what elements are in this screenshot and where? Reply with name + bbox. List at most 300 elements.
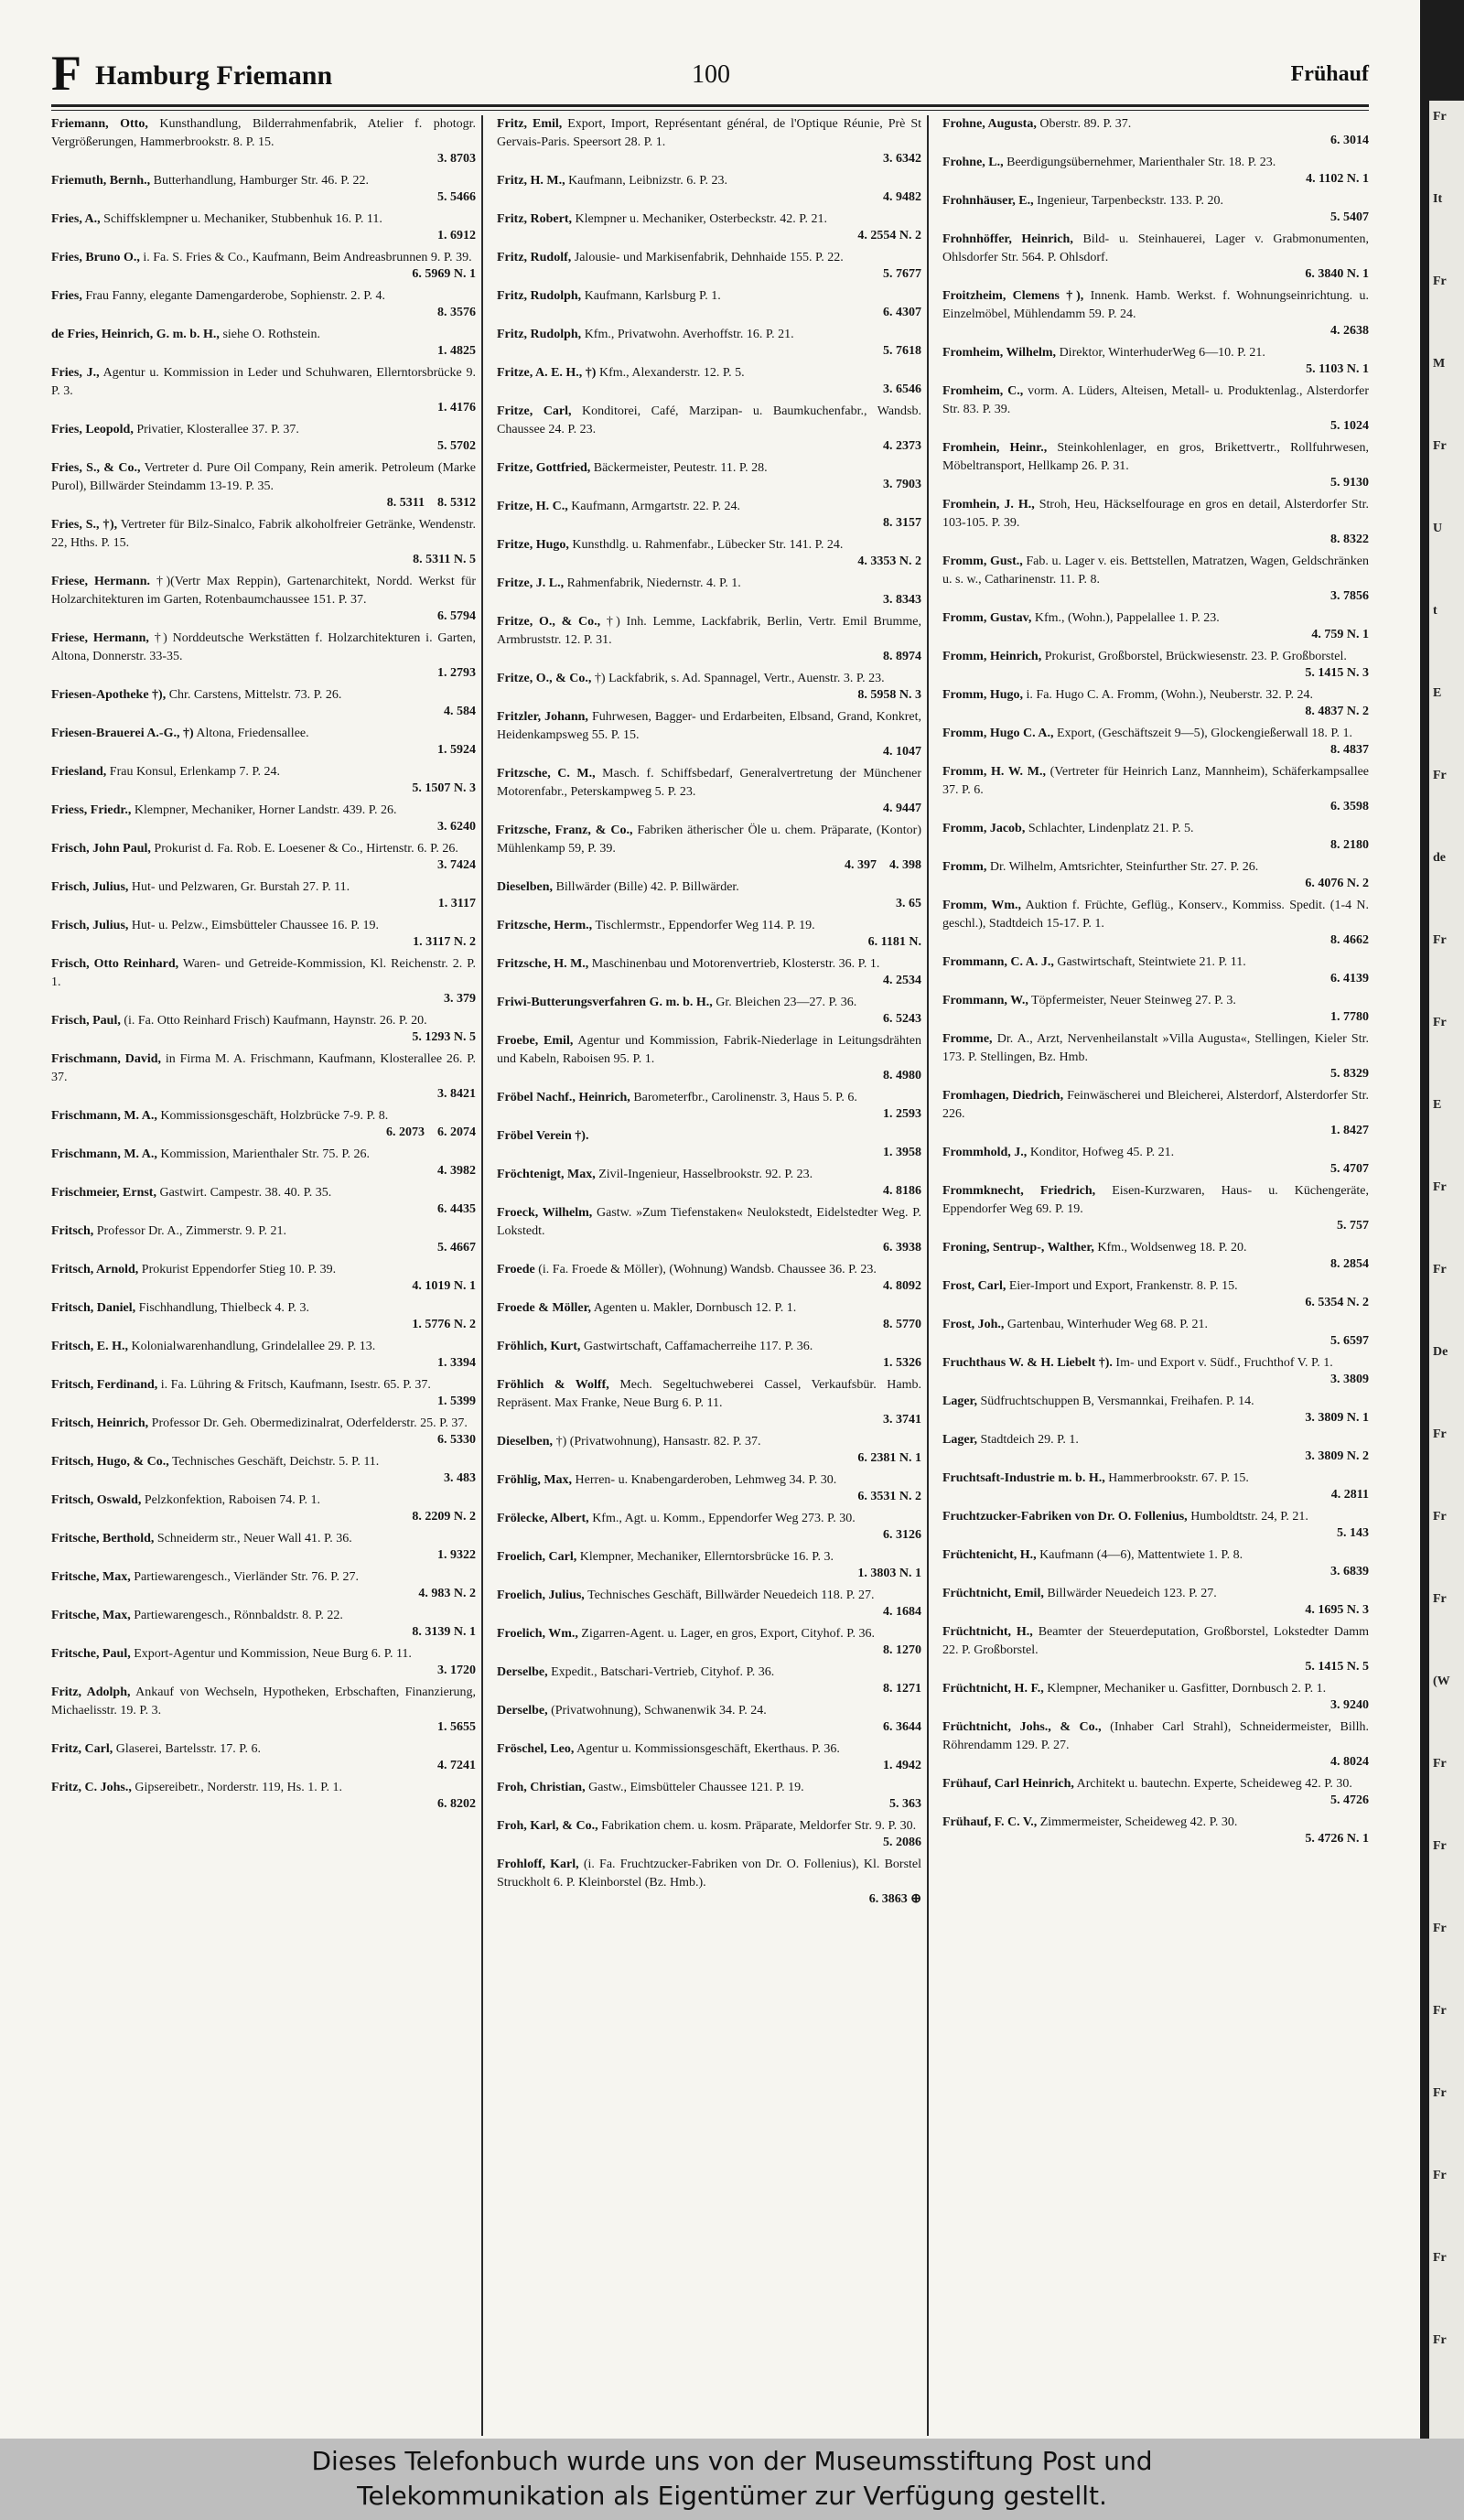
entry-name: Fritzler, Johann, (497, 710, 588, 724)
entry-details: Architekt u. bautechn. Experte, Scheideweg 42. P. 30. (1076, 1777, 1352, 1791)
entry-phone-numbers (942, 1753, 1369, 1772)
entry-details: Fischhandlung, Thielbeck 4. P. 3. (138, 1301, 310, 1315)
entry-details: Kaufmann (4—6), Mattentwiete 1. P. 8. (1039, 1548, 1243, 1562)
entry-name: Friess, Friedr., (51, 803, 132, 817)
entry-name: Dieselben, (497, 1435, 554, 1448)
phone-number: 6. 3644 (883, 1720, 921, 1734)
entry-name: Fritze, H. C., (497, 500, 568, 513)
entry-name: Fries, A., (51, 212, 101, 226)
phone-number: 3. 9240 (1330, 1698, 1369, 1712)
entry-name: Fries, S., & Co., (51, 461, 141, 475)
entry-details: Agentur u. Kommission in Leder und Schuhwaren, Ellerntorsbrücke 9. P. 3. (51, 366, 476, 398)
phone-number: 8. 1270 (883, 1643, 921, 1657)
entry-details: i. Fa. Lühring & Fritsch, Kaufmann, Isestr. 65. P. 37. (160, 1378, 431, 1392)
entry-phone-numbers (497, 553, 921, 571)
entry-details: Gastw., Eimsbütteler Chaussee 121. P. 19. (588, 1781, 804, 1794)
phone-number: 4. 2554 N. 2 (857, 229, 921, 242)
directory-entry (497, 249, 921, 284)
entry-name: Fritsch, Arnold, (51, 1263, 139, 1276)
next-page-fragment: Fr (1433, 1427, 1447, 1441)
entry-phone-numbers (942, 836, 1369, 855)
next-page-fragment: Fr (1433, 1922, 1447, 1935)
entry-details: Ankauf von Wechseln, Hypotheken, Erbschaften, Finanzierung, Michaelisstr. 19. P. 3. (51, 1685, 476, 1718)
entry-details: Technisches Geschäft, Deichstr. 5. P. 11. (171, 1455, 380, 1469)
directory-entry (497, 822, 921, 875)
entry-details: Kfm., Agt. u. Komm., Eppendorfer Weg 273. P. 30. (592, 1512, 856, 1525)
entry-name: Früchtenicht, H., (942, 1548, 1037, 1562)
entry-name: Friesen-Apotheke †), (51, 688, 167, 702)
entry-phone-numbers (942, 1008, 1369, 1027)
entry-phone-numbers (497, 437, 921, 456)
phone-number: 4. 1684 (883, 1605, 921, 1619)
entry-name: Froelich, Carl, (497, 1550, 577, 1564)
entry-details: Eisen-Kurzwaren, Haus- u. Küchengeräte, Eppendorfer Weg 69. P. 19. (942, 1184, 1370, 1216)
entry-name: Lager, (942, 1395, 977, 1408)
directory-entry (497, 287, 921, 322)
entry-phone-numbers (51, 1585, 476, 1603)
entry-name: Fromm, Hugo C. A., (942, 727, 1054, 740)
entry-details: †)(Vertr Max Reppin), Gartenarchitekt, Nordd. Werkst für Holzarchitekturen im Garten, Rotenbaumchaussee 151. P. 37. (51, 575, 477, 607)
entry-phone-numbers (942, 531, 1369, 549)
header-rule (51, 104, 1369, 107)
entry-name: Fromheim, Wilhelm, (942, 346, 1057, 360)
directory-entry (942, 496, 1369, 549)
entry-details: Vertreter für Bilz-Sinalco, Fabrik alkoholfreier Getränke, Wendenstr. 22, Hths. P. 15. (51, 518, 476, 550)
entry-details: Kaufmann, Karlsburg P. 1. (584, 289, 721, 303)
footer-line-1: Dieses Telefonbuch wurde uns von der Museumsstiftung Post und (311, 2446, 1153, 2476)
entry-phone-numbers (497, 1565, 921, 1583)
phone-number: 5. 143 (1337, 1526, 1369, 1540)
phone-number: 6. 5794 (437, 609, 476, 623)
entry-name: Froelich, Julius, (497, 1588, 585, 1602)
entry-phone-numbers (942, 1294, 1369, 1312)
entry-details: Fabrikation chem. u. kosm. Präparate, Meldorfer Str. 9. P. 30. (601, 1819, 917, 1833)
entry-details: Im- und Export v. Südf., Fruchthof V. P. 1. (1115, 1356, 1333, 1370)
phone-number: 6. 2073 (386, 1125, 425, 1139)
entry-phone-numbers (497, 1642, 921, 1660)
phone-number: 4. 759 N. 1 (1311, 628, 1369, 641)
next-page-fragment: Fr (1433, 110, 1447, 124)
entry-name: Frohne, Augusta, (942, 117, 1037, 131)
entry-details: Maschinenbau und Motorenvertrieb, Klosterstr. 36. P. 1. (591, 957, 880, 971)
entry-name: Frölecke, Albert, (497, 1512, 589, 1525)
entry-phone-numbers (497, 1239, 921, 1257)
phone-number: 3. 3809 (1330, 1373, 1369, 1386)
entry-phone-numbers (942, 170, 1369, 188)
entry-details: Gipsereibetr., Norderstr. 119, Hs. 1. P. 1. (135, 1781, 342, 1794)
next-page-fragment: Fr (1433, 769, 1447, 782)
directory-entry (497, 1548, 921, 1583)
directory-entry (942, 648, 1369, 683)
entry-details: Oberstr. 89. P. 37. (1039, 117, 1132, 131)
phone-number: 5. 1103 N. 1 (1306, 362, 1369, 376)
directory-entry (497, 326, 921, 361)
entry-details: Mech. Segeltuchweberei Cassel, Verkaufsbür. Hamb. Repräsent. Max Franke, Neue Burg 6. P. 11. (497, 1378, 922, 1410)
entry-phone-numbers (51, 437, 476, 456)
phone-number: 4. 1695 N. 3 (1305, 1603, 1369, 1617)
directory-entry (942, 1470, 1369, 1504)
entry-phone-numbers (51, 342, 476, 361)
entry-name: Frommhold, J., (942, 1146, 1028, 1159)
phone-number: 3. 7424 (437, 858, 476, 872)
entry-details: Privatier, Klosterallee 37. P. 37. (136, 423, 299, 436)
entry-details: Zigarren-Agent. u. Lager, en gros, Export, Cityhof. P. 36. (581, 1627, 876, 1641)
phone-number: 6. 2074 (437, 1125, 476, 1139)
phone-number: 4. 2638 (1330, 324, 1369, 338)
entry-name: Fritsche, Max, (51, 1609, 131, 1622)
entry-details: Agentur u. Kommissionsgeschäft, Ekerthaus. P. 36. (576, 1742, 840, 1756)
entry-details: Direktor, WinterhuderWeg 6—10. P. 21. (1059, 346, 1265, 360)
entry-phone-numbers (497, 1449, 921, 1468)
directory-entry (497, 765, 921, 818)
entry-name: Früchtnicht, H., (942, 1625, 1033, 1639)
directory-entry (497, 1664, 921, 1698)
entry-name: Fritsch, (51, 1224, 94, 1238)
entry-name: Fritz, H. M., (497, 174, 565, 188)
entry-details: Gastw. »Zum Tiefenstaken« Neulokstedt, Eidelstedter Weg. P. Lokstedt. (497, 1206, 922, 1238)
phone-number: 4. 8092 (883, 1279, 921, 1293)
entry-phone-numbers (942, 1255, 1369, 1274)
entry-phone-numbers (942, 474, 1369, 492)
directory-entry (942, 1546, 1369, 1581)
entry-name: Frühauf, F. C. V., (942, 1815, 1038, 1829)
phone-number: 5. 5702 (437, 439, 476, 453)
directory-entry (942, 763, 1369, 816)
entry-details: Export, Import, Représentant général, de l'Optique Réunie, Prè St Gervais-Paris. Speersort 28. P. 1. (497, 117, 921, 149)
phone-number: 6. 3863 ⊕ (868, 1892, 921, 1906)
phone-number: 4. 2373 (883, 439, 921, 453)
entry-name: Froebe, Emil, (497, 1034, 574, 1048)
phone-number: 6. 5354 N. 2 (1305, 1296, 1369, 1309)
entry-name: Fritze, O., & Co., (497, 672, 592, 685)
directory-entry (51, 210, 476, 245)
entry-name: Fruchtsaft-Industrie m. b. H., (942, 1471, 1105, 1485)
entry-phone-numbers (497, 743, 921, 761)
phone-number: 8. 1271 (883, 1682, 921, 1696)
entry-name: Froede & Möller, (497, 1301, 592, 1315)
entry-name: Fröhlich, Kurt, (497, 1340, 581, 1353)
entry-details: Dr. Wilhelm, Amtsrichter, Steinfurther Str. 27. P. 26. (989, 860, 1259, 874)
entry-phone-numbers (497, 227, 921, 245)
entry-details: Billwärder Neuedeich 123. P. 27. (1047, 1587, 1217, 1600)
entry-name: Derselbe, (497, 1665, 548, 1679)
entry-name: Fromhagen, Diedrich, (942, 1089, 1064, 1103)
directory-columns (51, 115, 1374, 2436)
section-letter: F (51, 46, 81, 101)
directory-entry (942, 1623, 1369, 1676)
phone-number: 1. 3958 (883, 1146, 921, 1159)
phone-number: 1. 7780 (1330, 1010, 1369, 1024)
directory-entry (51, 1299, 476, 1334)
phone-number: 6. 3938 (883, 1241, 921, 1255)
entry-name: Fromm, Hugo, (942, 688, 1024, 702)
phone-number: 8. 5311 N. 5 (413, 553, 476, 566)
entry-details: Eier-Import und Export, Frankenstr. 8. P. 15. (1008, 1279, 1238, 1293)
entry-phone-numbers (942, 626, 1369, 644)
entry-phone-numbers (497, 265, 921, 284)
phone-number: 4. 983 N. 2 (418, 1587, 476, 1600)
phone-number: 3. 6240 (437, 820, 476, 834)
entry-phone-numbers (51, 1757, 476, 1775)
phone-number: 4. 7241 (437, 1759, 476, 1772)
phone-number: 8. 8322 (1330, 533, 1369, 546)
entry-details: Rahmenfabrik, Niedernstr. 4. P. 1. (566, 576, 741, 590)
directory-entry (51, 326, 476, 361)
next-page-fragment: Fr (1433, 1592, 1447, 1606)
directory-entry (497, 1166, 921, 1201)
entry-phone-numbers (51, 1162, 476, 1180)
phone-number: 1. 4176 (437, 401, 476, 415)
entry-details: (i. Fa. Froede & Möller), (Wohnung) Wandsb. Chaussee 36. P. 23. (538, 1263, 877, 1276)
entry-name: Frischmeier, Ernst, (51, 1186, 156, 1200)
phone-number: 6. 4307 (883, 306, 921, 319)
entry-name: Fritzsche, Herm., (497, 919, 593, 932)
next-page-fragment: t (1433, 604, 1437, 618)
entry-name: Froede (497, 1263, 535, 1276)
entry-phone-numbers (497, 188, 921, 207)
entry-details: Tischlermstr., Eppendorfer Weg 114. P. 19. (595, 919, 815, 932)
phone-number: 8. 3139 N. 1 (412, 1625, 476, 1639)
directory-entry (942, 1030, 1369, 1083)
entry-details: Prokurist, Großborstel, Brückwiesenstr. 23. P. Großborstel. (1044, 650, 1347, 663)
directory-entry (51, 917, 476, 952)
phone-number: 6. 3531 N. 2 (857, 1490, 921, 1503)
directory-entry (942, 1144, 1369, 1179)
entry-name: Frisch, Paul, (51, 1014, 121, 1028)
entry-phone-numbers (942, 132, 1369, 150)
next-page-fragment: Fr (1433, 2004, 1447, 2018)
running-head-left: Hamburg Friemann (95, 60, 333, 91)
phone-number: 3. 8421 (437, 1087, 476, 1101)
directory-column (51, 115, 483, 2436)
entry-phone-numbers (51, 1508, 476, 1526)
entry-details: Hammerbrookstr. 67. P. 15. (1108, 1471, 1249, 1485)
entry-name: Fromm, Wm., (942, 899, 1022, 912)
entry-details: Töpfermeister, Neuer Steinweg 27. P. 3. (1031, 994, 1236, 1007)
entry-name: Früchtnicht, Johs., & Co., (942, 1720, 1102, 1734)
directory-entry (51, 878, 476, 913)
directory-entry (51, 1184, 476, 1219)
directory-entry (942, 553, 1369, 606)
entry-phone-numbers (51, 1201, 476, 1219)
phone-number: 5. 1507 N. 3 (412, 781, 476, 795)
phone-number: 3. 8343 (883, 593, 921, 607)
entry-phone-numbers (497, 381, 921, 399)
phone-number: 8. 5312 (437, 496, 476, 510)
entry-phone-numbers (51, 1393, 476, 1411)
next-page-fragment: (W (1433, 1675, 1450, 1688)
directory-entry (51, 1338, 476, 1373)
phone-number: 3. 6342 (883, 152, 921, 166)
page-header (51, 48, 1369, 102)
directory-entry (942, 382, 1369, 436)
entry-phone-numbers (497, 1834, 921, 1852)
entry-phone-numbers (942, 1371, 1369, 1389)
entry-name: Fritz, Carl, (51, 1742, 113, 1756)
entry-name: Fritz, Rudolph, (497, 289, 582, 303)
phone-number: 3. 7903 (883, 478, 921, 491)
entry-phone-numbers (942, 322, 1369, 340)
phone-number: 4. 2811 (1330, 1488, 1369, 1502)
entry-phone-numbers (942, 1217, 1369, 1235)
phone-number: 5. 363 (889, 1797, 921, 1811)
running-head-right: Frühauf (1290, 62, 1369, 86)
provenance-footer (0, 2439, 1464, 2520)
directory-entry (51, 1530, 476, 1565)
entry-details: Gastwirtschaft, Steintwiete 21. P. 11. (1057, 955, 1246, 969)
directory-entry (942, 1814, 1369, 1848)
entry-phone-numbers (497, 1067, 921, 1085)
directory-entry (51, 840, 476, 875)
entry-name: Fries, (51, 289, 82, 303)
directory-entry (51, 1222, 476, 1257)
entry-details: i. Fa. S. Fries & Co., Kaufmann, Beim Andreasbrunnen 9. P. 39. (143, 251, 472, 264)
entry-name: Dieselben, (497, 880, 554, 894)
directory-entry (942, 1718, 1369, 1772)
entry-phone-numbers (51, 703, 476, 721)
directory-entry (497, 536, 921, 571)
directory-entry (51, 725, 476, 759)
entry-phone-numbers (51, 990, 476, 1008)
directory-entry (51, 516, 476, 569)
entry-details: in Firma M. A. Frischmann, Kaufmann, Klosterallee 26. P. 37. (51, 1052, 477, 1084)
entry-name: Fruchtzucker-Fabriken von Dr. O. Follenius, (942, 1510, 1188, 1524)
entry-phone-numbers (942, 798, 1369, 816)
entry-phone-numbers (942, 1486, 1369, 1504)
entry-phone-numbers (51, 1316, 476, 1334)
entry-phone-numbers (51, 304, 476, 322)
entry-phone-numbers (942, 875, 1369, 893)
directory-entry (497, 403, 921, 456)
phone-number: 3. 7856 (1330, 589, 1369, 603)
entry-name: Frohnhäuser, E., (942, 194, 1034, 208)
directory-entry (942, 858, 1369, 893)
phone-number: 1. 2793 (437, 666, 476, 680)
phone-number: 3. 6839 (1330, 1565, 1369, 1578)
entry-phone-numbers (497, 686, 921, 705)
directory-entry (942, 154, 1369, 188)
entry-phone-numbers (942, 417, 1369, 436)
directory-entry (497, 1433, 921, 1468)
entry-details: Partiewarengesch., Rönnbaldstr. 8. P. 22. (134, 1609, 343, 1622)
entry-phone-numbers (942, 1563, 1369, 1581)
entry-phone-numbers (51, 780, 476, 798)
entry-name: Fritsch, E. H., (51, 1340, 128, 1353)
entry-name: Früchtnicht, Emil, (942, 1587, 1044, 1600)
entry-name: Fromm, (942, 860, 987, 874)
phone-number: 1. 3394 (437, 1356, 476, 1370)
phone-number: 5. 9130 (1330, 476, 1369, 490)
entry-phone-numbers (51, 227, 476, 245)
directory-entry (497, 1032, 921, 1085)
entry-name: Froitzheim, Clemens †), (942, 289, 1084, 303)
next-page-fragment: U (1433, 522, 1443, 535)
entry-details: Ingenieur, Tarpenbeckstr. 133. P. 20. (1037, 194, 1223, 208)
entry-details: Auktion f. Früchte, Geflüg., Konserv., Kommiss. Spedit. (1-4 N. geschl.), Stadtdeich 15-17. P. 1. (942, 899, 1370, 931)
phone-number: 6. 5330 (437, 1433, 476, 1447)
phone-number: 6. 5969 N. 1 (412, 267, 476, 281)
directory-entry (942, 1680, 1369, 1715)
phone-number: 8. 4837 N. 2 (1305, 705, 1369, 718)
directory-entry (497, 575, 921, 609)
phone-number: 4. 1019 N. 1 (412, 1279, 476, 1293)
directory-entry (51, 802, 476, 836)
directory-entry (942, 953, 1369, 988)
phone-number: 3. 3741 (883, 1413, 921, 1427)
phone-number: 8. 3576 (437, 306, 476, 319)
entry-name: Fröhlig, Max, (497, 1473, 573, 1487)
phone-number: 6. 5243 (883, 1012, 921, 1026)
entry-details: Steinkohlenlager, en gros, Brikettvertr., Rollfuhrwesen, Möbeltransport, Hellkamp 26. P. 31. (942, 441, 1369, 473)
phone-number: 8. 3157 (883, 516, 921, 530)
phone-number: 8. 5770 (883, 1318, 921, 1331)
entry-details: Hut- u. Pelzw., Eimsbütteler Chaussee 16. P. 19. (131, 919, 380, 932)
directory-entry (51, 459, 476, 512)
entry-details: Zivil-Ingenieur, Hasselbrookstr. 92. P. 23. (598, 1168, 813, 1181)
entry-phone-numbers (942, 1332, 1369, 1351)
phone-number: 1. 4942 (883, 1759, 921, 1772)
phone-number: 5. 4667 (437, 1241, 476, 1255)
entry-name: Fritze, Gottfried, (497, 461, 591, 475)
phone-number: 3. 379 (444, 992, 476, 1006)
entry-name: Fromme, (942, 1032, 993, 1046)
entry-name: Fries, Leopold, (51, 423, 134, 436)
entry-phone-numbers (51, 188, 476, 207)
phone-number: 1. 9322 (437, 1548, 476, 1562)
entry-phone-numbers (497, 1144, 921, 1162)
entry-details: Pelzkonfektion, Raboisen 74. P. 1. (144, 1493, 320, 1507)
entry-details: Expedit., Batschari-Vertrieb, Cityhof. P. 36. (551, 1665, 775, 1679)
directory-entry (942, 1585, 1369, 1620)
directory-entry (51, 1050, 476, 1104)
entry-phone-numbers (497, 1680, 921, 1698)
entry-phone-numbers (51, 1470, 476, 1488)
directory-entry (942, 1354, 1369, 1389)
entry-phone-numbers (51, 1354, 476, 1373)
next-page-strip (1429, 101, 1464, 2439)
entry-details: Vertreter d. Pure Oil Company, Rein amerik. Petroleum (Marke Purol), Billwärder Steindamm 13-19. P. 35. (51, 461, 477, 493)
directory-entry (497, 1471, 921, 1506)
entry-phone-numbers (497, 1411, 921, 1429)
directory-entry (942, 897, 1369, 950)
directory-column (497, 115, 929, 2436)
entry-name: Fromm, H. W. M., (942, 765, 1046, 779)
entry-phone-numbers (942, 587, 1369, 606)
entry-details: (Inhaber Carl Strahl), Schneidermeister, Billh. Röhrendamm 129. P. 27. (942, 1720, 1369, 1752)
entry-details: †) Inh. Lemme, Lackfabrik, Berlin, Vertr. Emil Brumme, Armbruststr. 12. P. 31. (497, 615, 921, 647)
directory-entry (497, 459, 921, 494)
entry-details: (i. Fa. Fruchtzucker-Fabriken von Dr. O. Follenius), Kl. Borstel Struckholt 6. P. Kleinborstel (Bz. Hmb.). (497, 1858, 922, 1890)
entry-phone-numbers (51, 1085, 476, 1104)
next-page-fragment: Fr (1433, 2333, 1447, 2347)
entry-phone-numbers (942, 1830, 1369, 1848)
phone-number: 5. 1415 N. 3 (1305, 666, 1369, 680)
entry-name: Froh, Karl, & Co., (497, 1819, 598, 1833)
directory-entry (497, 1261, 921, 1296)
phone-number: 1. 3117 N. 2 (413, 935, 476, 949)
next-page-fragment: Fr (1433, 933, 1447, 947)
next-page-fragment: De (1433, 1345, 1448, 1359)
entry-name: Frischmann, David, (51, 1052, 161, 1066)
entry-name: Friesen-Brauerei A.-G., †) (51, 727, 194, 740)
phone-number: 5. 6597 (1330, 1334, 1369, 1348)
entry-phone-numbers (497, 304, 921, 322)
phone-number: 1. 3803 N. 1 (857, 1567, 921, 1580)
entry-phone-numbers (942, 703, 1369, 721)
directory-entry (497, 1299, 921, 1334)
phone-number: 5. 7618 (883, 344, 921, 358)
entry-phone-numbers (942, 932, 1369, 950)
